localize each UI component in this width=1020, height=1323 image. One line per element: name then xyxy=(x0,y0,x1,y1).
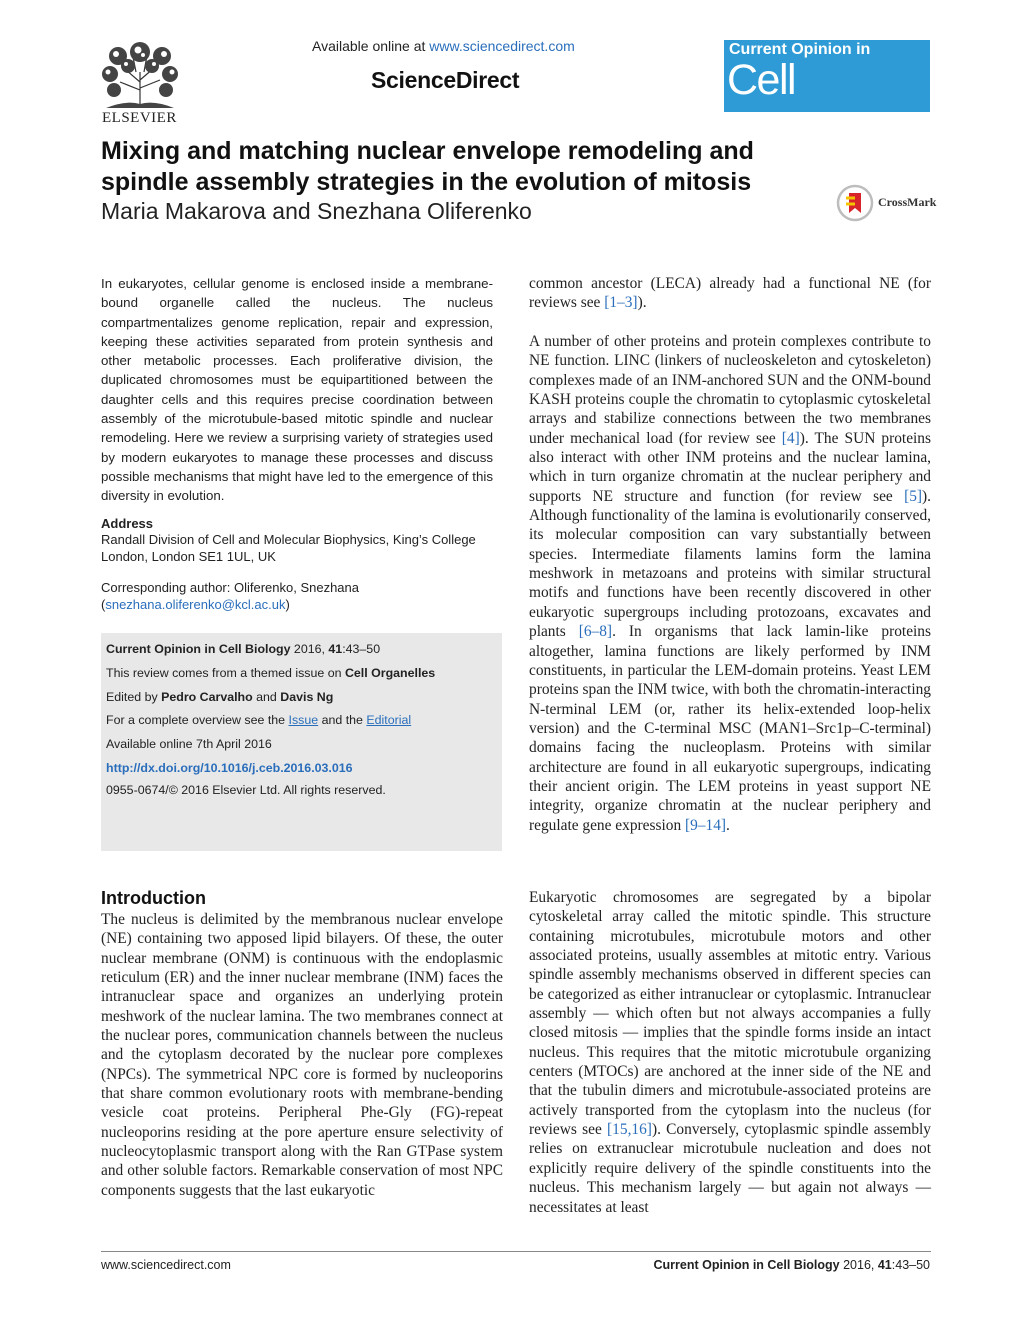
right-p2-c: ). Although functionality of the lamina is evolutionarily conserved, its molecular composition can vary substantially between species. Intermediate filaments lamins form the lamina meshwork in metazoans and proteins with similar structural motifs and functions have been recently discovered in other eukaryotic supergroups including protozoans, excavates and plants xyxy=(529,487,931,641)
info-edited-prefix: Edited by xyxy=(106,690,162,704)
right-p3-b: ). Conversely, cytoplasmic spindle assembly relies on extranuclear microtubule nucleation and does not explicitly require delivery of the spindle constituents into the nucleus. This mechanism largely — but again not always — necessitates at least xyxy=(529,1121,931,1216)
info-citation xyxy=(106,642,380,656)
available-online xyxy=(312,38,575,54)
footer-pages: :43–50 xyxy=(891,1258,930,1272)
crossmark-icon xyxy=(836,184,874,222)
reference-link[interactable]: [5] xyxy=(904,487,923,505)
info-theme-prefix: This review comes from a themed issue on xyxy=(106,666,345,680)
info-copyright: 0955-0674/© 2016 Elsevier Ltd. All rights reserved. xyxy=(106,783,386,797)
info-journal: Current Opinion in Cell Biology xyxy=(106,642,291,656)
right-p2-a: A number of other proteins and protein complexes contribute to NE function. LINC (linkers of nucleoskeleton and cytoskeleton) complexes made of an INM-anchored SUN and the ONM-bound KASH proteins couple the chromatin to cytoplasmic cytoskeletal arrays and stabilize connections between the two membranes under mechanical load (for review see xyxy=(529,333,931,447)
reference-link[interactable]: [9–14] xyxy=(684,816,727,834)
right-paragraph-1 xyxy=(529,274,931,313)
right-paragraph-3 xyxy=(529,888,931,1217)
info-available-online: Available online 7th April 2016 xyxy=(106,737,272,751)
right-p1-end: ). xyxy=(637,294,647,312)
right-paragraph-2 xyxy=(529,332,931,835)
paren-close: ) xyxy=(285,596,290,612)
info-editor-2: Davis Ng xyxy=(280,690,334,704)
right-p3-a: Eukaryotic chromosomes are segregated by a bipolar cytoskeletal array called the mitotic spindle. This structure containing microtubules, microtubule motors and other associated proteins, usually assembles at mitotic entry. Various spindle assembly mechanisms observed in different species can be categorized as either intranuclear or cytoplasmic. Intranuclear assembly — which often but not always accompanies a fully closed mitosis — implies that the spindle forms inside an intact nucleus. This requires that the mitotic microtubule organizing centers (MTOCs) are anchored at the inner side of the NE and that the tubulin dimers and microtubule-associated proteins are actively transported from the cytoplasm into the nucleus (for reviews see xyxy=(529,889,931,1139)
reference-link[interactable]: [4] xyxy=(781,429,800,447)
journal-logo-line1: Current Opinion in xyxy=(729,41,871,58)
info-doi xyxy=(106,761,353,775)
abstract: In eukaryotes, cellular genome is enclosed inside a membrane-bound organelle called the nucleus. The nucleus compartmentalizes genome replication, repair and expression, keeping these activities separated from protein synthesis and other metabolic processes. Each proliferative division, the duplicated chromosomes must be equipartitioned between the daughter cells and this requires precise coordination between assembly of the microtubule-based mitotic spindle and nuclear remodeling. Here we review a surprising variety of strategies used by modern eukaryotes to manage these processes and discuss possible mechanisms that might have led to the emergence of this diversity in evolution. xyxy=(101,276,493,504)
info-overview-prefix: For a complete overview see the xyxy=(106,713,289,727)
info-theme-name: Cell Organelles xyxy=(344,666,436,680)
reference-link[interactable]: [15,16] xyxy=(607,1121,652,1139)
article-info-box xyxy=(101,633,502,851)
available-prefix: Available online at xyxy=(312,38,430,54)
info-editor-and: and xyxy=(252,690,281,704)
info-editor-1: Pedro Carvalho xyxy=(161,690,253,704)
address-heading: Address xyxy=(101,516,154,531)
reference-link[interactable]: [1–3] xyxy=(604,294,638,312)
journal-logo-line2: Cell Biology xyxy=(727,56,858,153)
right-p2-d: . In organisms that lack lamin-like proteins altogether, lamina functions are likely performed by INM constituents, in particular the LEM-domain proteins. Yeast LEM proteins span the INM twice, with both the chromatin-interacting N-terminal LEM (or, rather its helix-extended loop-helix version) and the C-terminal MSC (MAN1–Src1p–C-terminal) domains facing the nucleoplasm. Proteins with similar architecture are found in all eukaryotic supergroups, indicating their ancient origin. The LEM proteins in yeast support NE integrity, organize chromatin at the nuclear periphery and regulate gene expression xyxy=(529,623,931,834)
info-theme xyxy=(106,666,435,680)
elsevier-tree-icon xyxy=(96,42,184,110)
introduction-text: The nucleus is delimited by the membranous nuclear envelope (NE) containing two apposed lipid bilayers. Of these, the outer nuclear membrane (ONM) is continuous with the endoplasmic reticulum (ER) and the inner nuclear membrane (INM) faces the intranuclear space and organizes an underlying protein meshwork of the nuclear lamina. The two membranes connect at the nuclear pores, communication channels between the nucleus and the cytoplasm decorated by the nuclear pore complexes (NPCs). The symmetrical NPC core is formed by nucleoporins that share common evolutionary roots with membrane-bending vesicle coat proteins. Peripheral Phe-Gly (FG)-repeat nucleoporins residing at the pore aperture ensure selectivity of nucleocytoplasmic transport along with the Ran GTPase system and other soluble factors. Remarkable conservation of most NPC components suggests that the last eukaryotic xyxy=(101,911,503,1199)
reference-link[interactable]: [6–8] xyxy=(578,623,613,641)
footer-citation xyxy=(654,1258,930,1272)
info-year: 2016, xyxy=(290,642,329,656)
footer-journal: Current Opinion in Cell Biology xyxy=(653,1258,840,1272)
info-pages: :43–50 xyxy=(342,642,381,656)
info-editors xyxy=(106,690,333,704)
corresponding-email-link[interactable]: snezhana.oliferenko@kcl.ac.uk xyxy=(105,596,286,612)
elsevier-logo xyxy=(96,42,184,126)
info-overview xyxy=(106,713,411,727)
address-text: Randall Division of Cell and Molecular Biophysics, King’s College London, London SE1 1UL, UK xyxy=(101,532,476,564)
paren-open: ( xyxy=(101,596,106,612)
editorial-link[interactable]: Editorial xyxy=(366,713,412,727)
sciencedirect-url-link[interactable]: www.sciencedirect.com xyxy=(429,38,575,54)
journal-logo xyxy=(724,40,930,153)
info-volume: 41 xyxy=(328,642,343,656)
doi-link[interactable]: http://dx.doi.org/10.1016/j.ceb.2016.03.016 xyxy=(106,761,353,775)
right-p2-b: ). The SUN proteins also interact with other INM proteins and the nuclear lamina, which in turn organize chromatin at the nuclear periphery and supports NE structure and function (for review see xyxy=(529,429,931,505)
platform-name: ScienceDirect xyxy=(371,67,520,93)
corresponding-email-line xyxy=(101,597,493,614)
right-p2-e: . xyxy=(726,816,730,834)
introduction-heading: Introduction xyxy=(101,888,206,908)
footer-year: 2016, xyxy=(839,1258,878,1272)
article-title: Mixing and matching nuclear envelope remodeling and spindle assembly strategies in the evolution of mitosis xyxy=(101,137,754,196)
right-p1-text: common ancestor (LECA) already had a functional NE (for reviews see xyxy=(529,275,931,312)
corresponding-author xyxy=(101,580,493,613)
crossmark-badge[interactable] xyxy=(836,184,946,222)
issue-link[interactable]: Issue xyxy=(288,713,319,727)
crossmark-label: CrossMark xyxy=(878,195,937,209)
footer-volume: 41 xyxy=(877,1258,892,1272)
footer-rule xyxy=(101,1251,931,1252)
article-authors: Maria Makarova and Snezhana Oliferenko xyxy=(101,198,532,224)
footer-url-link[interactable]: www.sciencedirect.com xyxy=(101,1258,231,1272)
info-overview-and: and the xyxy=(318,713,367,727)
corresponding-author-label: Corresponding author: Oliferenko, Snezhana xyxy=(101,580,359,595)
elsevier-wordmark: ELSEVIER xyxy=(102,110,177,126)
